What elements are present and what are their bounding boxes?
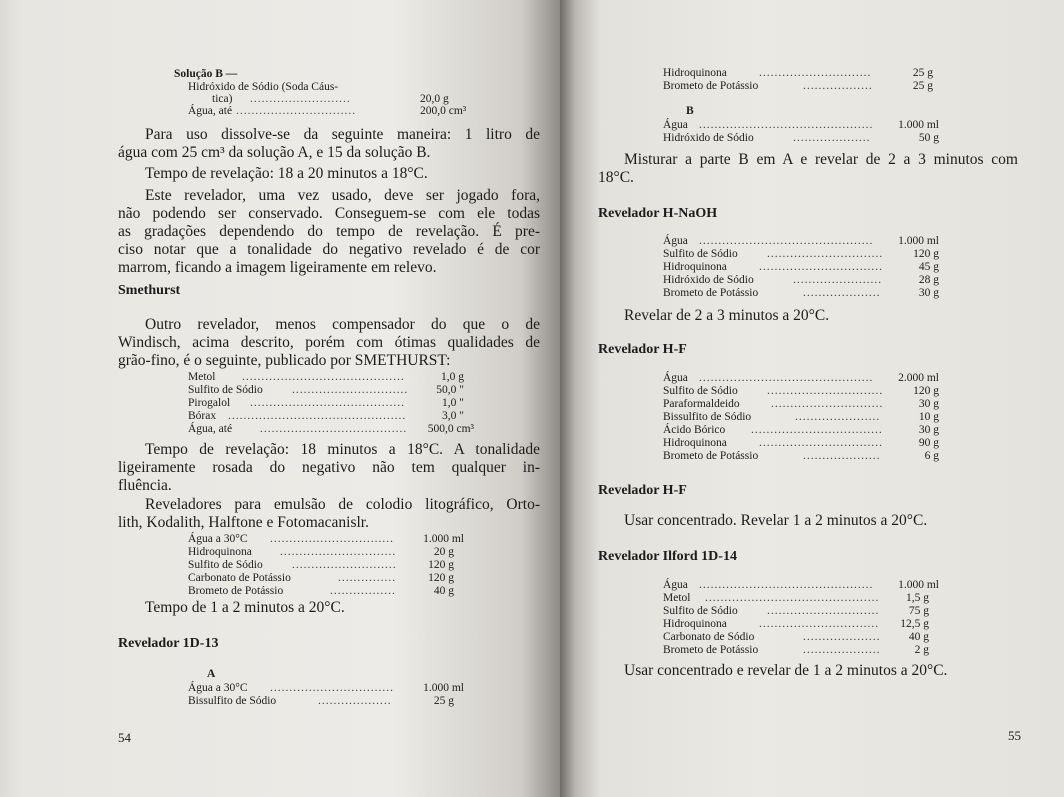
ingredient-name: Hidroquinona bbox=[663, 437, 727, 449]
table-row bbox=[663, 274, 948, 287]
leader-dots: ............................................. bbox=[699, 235, 874, 247]
leader-dots: ............................... bbox=[759, 618, 880, 630]
leader-dots: ...................... bbox=[795, 411, 881, 423]
ingredient-name: Hidroquinona bbox=[188, 546, 252, 558]
para-uso-line1: Para uso dissolve-se da seguinte maneira: 1 litro de bbox=[145, 126, 540, 143]
leader-dots: ........................................ bbox=[250, 397, 405, 409]
ingredient-value: 1.000 ml bbox=[898, 119, 939, 131]
ingredient-name: Água bbox=[663, 579, 688, 591]
ingredient-value: 25 g bbox=[912, 80, 933, 92]
ingredient-value: 30 g bbox=[918, 424, 939, 436]
part-b-label: B bbox=[686, 105, 694, 117]
ingredient-name: Bórax bbox=[188, 410, 217, 422]
leader-dots: .................. bbox=[803, 80, 873, 92]
leader-dots: .............................................. bbox=[228, 410, 407, 422]
usar-concentrado-2: Usar concentrado e revelar de 1 a 2 minutos a 20°C. bbox=[624, 662, 948, 679]
leader-dots: .............................. bbox=[292, 384, 409, 396]
leader-dots: ............................. bbox=[759, 67, 872, 79]
leader-dots: .......................... bbox=[250, 93, 351, 105]
table-row bbox=[188, 423, 474, 436]
reveladores-line1: Reveladores para emulsão de colodio litográfico, Orto- bbox=[145, 496, 540, 513]
para-uso-line2: água com 25 cm³ da solução A, e 15 da solução B. bbox=[118, 144, 431, 161]
leader-dots: ....................... bbox=[793, 274, 883, 286]
table-row bbox=[663, 372, 948, 385]
ingredient-name: Hidróxido de Sódio bbox=[663, 132, 754, 144]
leader-dots: .................... bbox=[803, 644, 881, 656]
ingredient-name: Sulfito de Sódio bbox=[663, 605, 738, 617]
ingredient-name: Água a 30°C bbox=[188, 682, 248, 694]
leader-dots: ............................... bbox=[236, 105, 357, 117]
ingredient-value: 1,0 g bbox=[441, 371, 464, 383]
solucao-b-value1: 20,0 g bbox=[420, 93, 449, 105]
ingredient-name: Sulfito de Sódio bbox=[663, 385, 738, 397]
leader-dots: ................................ bbox=[759, 261, 883, 273]
table-row bbox=[663, 592, 948, 605]
table-row bbox=[188, 695, 470, 708]
leader-dots: .................... bbox=[803, 287, 881, 299]
ingredient-name: Sulfito de Sódio bbox=[188, 559, 263, 571]
ingredient-value: 120 g bbox=[913, 385, 939, 397]
table-row bbox=[663, 605, 948, 618]
ingredient-name: Hidróxido de Sódio bbox=[663, 274, 754, 286]
ingredient-name: Água bbox=[663, 235, 688, 247]
este-revelador-line3: as gradações dependendo do tempo de revelação. É pre- bbox=[118, 223, 540, 240]
ingredient-value: 1.000 ml bbox=[898, 235, 939, 247]
leader-dots: ................................ bbox=[759, 437, 883, 449]
ingredient-value: 500,0 cm³ bbox=[427, 423, 474, 435]
leader-dots: .............................. bbox=[280, 546, 397, 558]
leader-dots: .................... bbox=[803, 450, 881, 462]
ingredient-value: 1.000 ml bbox=[423, 533, 464, 545]
revelador-1d13-heading: Revelador 1D-13 bbox=[118, 636, 219, 651]
outro-line1: Outro revelador, menos compensador do que o de bbox=[145, 316, 540, 333]
leader-dots: ............................................. bbox=[699, 372, 874, 384]
ingredient-name: Paraformaldeido bbox=[663, 398, 740, 410]
ingredient-value: 25 g bbox=[912, 67, 933, 79]
page-number-left: 54 bbox=[118, 730, 131, 745]
ingredient-value: 75 g bbox=[908, 605, 929, 617]
este-revelador-line1: Este revelador, uma vez usado, deve ser jogado fora, bbox=[145, 187, 540, 204]
leader-dots: ........................... bbox=[292, 559, 397, 571]
ingredient-name: Brometo de Potássio bbox=[663, 287, 759, 299]
leader-dots: .................................. bbox=[751, 424, 883, 436]
leader-dots: ............................................. bbox=[705, 592, 880, 604]
ingredient-value: 40 g bbox=[433, 585, 454, 597]
ingredient-name: Ácido Bórico bbox=[663, 424, 726, 436]
ilford-table bbox=[663, 579, 948, 657]
table-row bbox=[663, 385, 948, 398]
smethurst-table bbox=[188, 371, 474, 436]
ingredient-name: Sulfito de Sódio bbox=[663, 248, 738, 260]
usar-concentrado-1: Usar concentrado. Revelar 1 a 2 minutos a 20°C. bbox=[624, 512, 928, 529]
leader-dots: ................................ bbox=[270, 533, 394, 545]
table-row bbox=[188, 397, 470, 410]
outro-line3: grão-fino, é o seguinte, publicado por SMETHURST: bbox=[118, 352, 451, 369]
ingredient-name: Água a 30°C bbox=[188, 533, 248, 545]
ingredient-name: Metol bbox=[188, 371, 216, 383]
right-page bbox=[560, 0, 1064, 797]
hf-table bbox=[663, 372, 948, 463]
table-row bbox=[663, 67, 948, 80]
page-number-right: 55 bbox=[1008, 728, 1021, 743]
leader-dots: .................... bbox=[803, 631, 881, 643]
ingredient-name: Carbonato de Potássio bbox=[188, 572, 291, 584]
ingredient-name: Pirogalol bbox=[188, 397, 231, 409]
table-row bbox=[663, 411, 948, 424]
leader-dots: ................................ bbox=[270, 682, 394, 694]
part-b-table bbox=[663, 119, 948, 145]
table-row bbox=[188, 384, 470, 397]
leader-dots: ................... bbox=[318, 695, 392, 707]
table-row bbox=[188, 371, 470, 384]
leader-dots: ................. bbox=[330, 585, 396, 597]
table-row bbox=[663, 80, 948, 93]
ingredient-value: 25 g bbox=[433, 695, 454, 707]
hnaoh-table bbox=[663, 235, 948, 300]
table-row bbox=[663, 287, 948, 300]
top-table bbox=[663, 67, 948, 93]
solucao-b-value3: 200,0 cm³ bbox=[420, 105, 467, 117]
table-row bbox=[663, 398, 948, 411]
ingredient-name: Água bbox=[663, 119, 688, 131]
tempo2-line1: Tempo de revelação: 18 minutos a 18°C. A tonalidade bbox=[145, 441, 540, 458]
tempo2-line3: fluência. bbox=[118, 477, 172, 494]
ingredient-name: Brometo de Potássio bbox=[663, 80, 759, 92]
leader-dots: ............................. bbox=[767, 605, 880, 617]
colodio-table bbox=[188, 533, 470, 598]
part-a-table bbox=[188, 682, 470, 708]
table-row bbox=[663, 618, 948, 631]
ingredient-name: Bissulfito de Sódio bbox=[663, 411, 752, 423]
ingredient-value: 30 g bbox=[918, 398, 939, 410]
leader-dots: .................... bbox=[793, 132, 871, 144]
este-revelador-line5: marrom, ficando a imagem ligeiramente em relevo. bbox=[118, 259, 437, 276]
ingredient-name: Hidroquinona bbox=[663, 67, 727, 79]
table-row bbox=[663, 248, 948, 261]
ingredient-name: Brometo de Potássio bbox=[188, 585, 284, 597]
table-row bbox=[663, 437, 948, 450]
table-row bbox=[188, 546, 470, 559]
ingredient-value: 40 g bbox=[908, 631, 929, 643]
part-a-label: A bbox=[207, 668, 216, 680]
ingredient-value: 120 g bbox=[913, 248, 939, 260]
ingredient-value: 45 g bbox=[918, 261, 939, 273]
ingredient-value: 10 g bbox=[918, 411, 939, 423]
revelador-hf2-heading: Revelador H-F bbox=[598, 483, 687, 498]
solucao-b-line2: tica) bbox=[212, 93, 233, 105]
table-row bbox=[663, 644, 948, 657]
leader-dots: .............................. bbox=[767, 248, 883, 260]
ingredient-value: 90 g bbox=[918, 437, 939, 449]
solucao-b-line3: Água, até bbox=[188, 105, 233, 117]
ingredient-value: 1,5 g bbox=[906, 592, 929, 604]
ingredient-name: Brometo de Potássio bbox=[663, 644, 759, 656]
misturar-line2: 18°C. bbox=[598, 169, 634, 186]
table-row bbox=[663, 631, 948, 644]
ingredient-name: Hidroquinona bbox=[663, 618, 727, 630]
table-row bbox=[663, 261, 948, 274]
ingredient-name: Sulfito de Sódio bbox=[188, 384, 263, 396]
ingredient-name: Bissulfito de Sódio bbox=[188, 695, 277, 707]
ingredient-value: 12,5 g bbox=[900, 618, 929, 630]
ingredient-value: 50 g bbox=[918, 132, 939, 144]
table-row bbox=[663, 132, 948, 145]
table-row bbox=[663, 424, 948, 437]
revelador-hf-heading: Revelador H-F bbox=[598, 342, 687, 357]
ingredient-value: 2 g bbox=[914, 644, 929, 656]
ingredient-name: Água bbox=[663, 372, 688, 384]
revelador-hnaoh-heading: Revelador H-NaOH bbox=[598, 206, 718, 221]
outro-line2: Windisch, acima descrito, porém com ótimas qualidades de bbox=[118, 334, 540, 351]
tempo-revelacao-1: Tempo de revelação: 18 a 20 minutos a 18°C. bbox=[145, 165, 428, 182]
leader-dots: ............................................. bbox=[699, 119, 874, 131]
tempo2-line2: ligeiramente rosada do negativo não tem qualquer in- bbox=[118, 459, 540, 476]
ingredient-value: 6 g bbox=[924, 450, 939, 462]
solucao-b-title: Solução B — bbox=[174, 68, 238, 80]
ingredient-value: 1,0 " bbox=[442, 397, 464, 409]
leader-dots: .......................................... bbox=[242, 371, 405, 383]
ingredient-value: 1.000 ml bbox=[423, 682, 464, 694]
reveladores-line2: lith, Kodalith, Halftone e Fotomacanislr. bbox=[118, 514, 369, 531]
ingredient-value: 2.000 ml bbox=[898, 372, 939, 384]
ingredient-name: Carbonato de Sódio bbox=[663, 631, 755, 643]
table-row bbox=[188, 533, 470, 546]
table-row bbox=[663, 450, 948, 463]
tempo-revelacao-3: Tempo de 1 a 2 minutos a 20°C. bbox=[145, 599, 345, 616]
ingredient-value: 28 g bbox=[918, 274, 939, 286]
ingredient-value: 30 g bbox=[918, 287, 939, 299]
table-row bbox=[188, 410, 470, 423]
table-row bbox=[188, 682, 470, 695]
ingredient-name: Hidroquinona bbox=[663, 261, 727, 273]
ingredient-value: 120 g bbox=[428, 559, 454, 571]
smethurst-heading: Smethurst bbox=[118, 283, 181, 298]
este-revelador-line4: ciso notar que a tonalidade do negativo revelado é de cor bbox=[118, 241, 540, 258]
solucao-b-line1: Hidróxido de Sódio (Soda Cáus- bbox=[188, 81, 339, 93]
ingredient-name: Água, até bbox=[188, 423, 233, 435]
ingredient-name: Brometo de Potássio bbox=[663, 450, 759, 462]
ingredient-value: 20 g bbox=[433, 546, 454, 558]
leader-dots: .............................. bbox=[767, 385, 883, 397]
table-row bbox=[663, 579, 948, 592]
table-row bbox=[188, 559, 470, 572]
leader-dots: ............................. bbox=[771, 398, 883, 410]
leader-dots: ............... bbox=[338, 572, 397, 584]
ingredient-value: 1.000 ml bbox=[898, 579, 939, 591]
table-row bbox=[188, 572, 470, 585]
revelar-2a3: Revelar de 2 a 3 minutos a 20°C. bbox=[624, 307, 830, 324]
revelador-ilford-heading: Revelador Ilford 1D-14 bbox=[598, 549, 737, 564]
este-revelador-line2: não podendo ser conservado. Conseguem-se com ele todas bbox=[118, 205, 540, 222]
leader-dots: ............................................. bbox=[699, 579, 874, 591]
ingredient-name: Metol bbox=[663, 592, 691, 604]
ingredient-value: 120 g bbox=[428, 572, 454, 584]
table-row bbox=[663, 119, 948, 132]
ingredient-value: 50,0 " bbox=[436, 384, 464, 396]
misturar-line1: Misturar a parte B em A e revelar de 2 a 3 minutos com bbox=[624, 151, 1018, 168]
leader-dots: ...................................... bbox=[260, 423, 408, 435]
ingredient-value: 3,0 " bbox=[442, 410, 464, 422]
table-row bbox=[663, 235, 948, 248]
